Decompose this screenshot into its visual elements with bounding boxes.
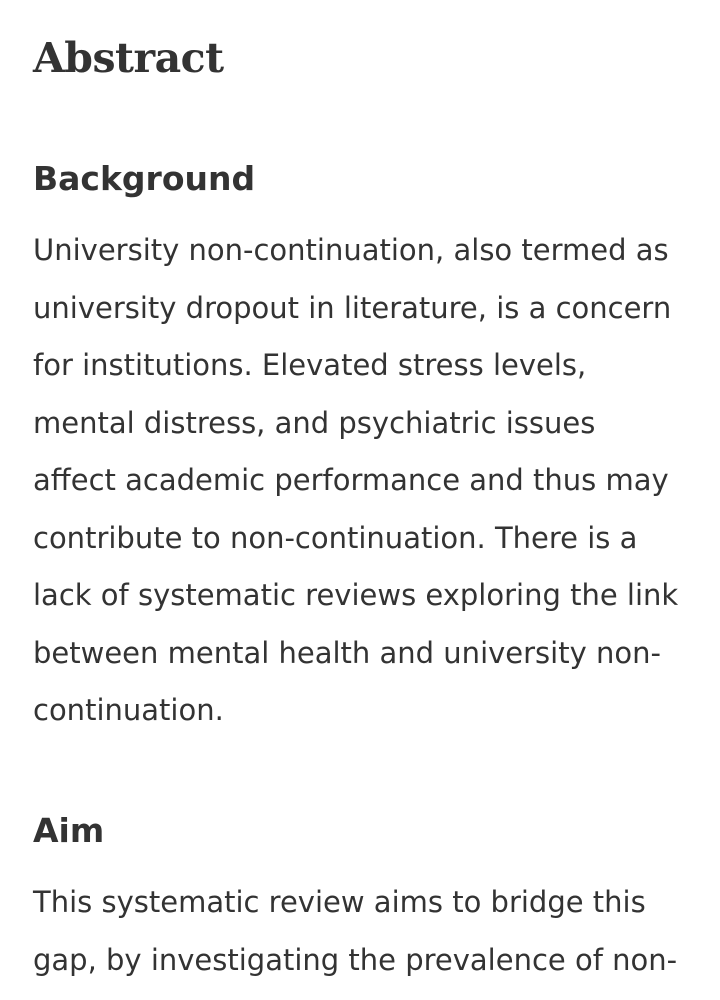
background-line: mental distress, and psychiatric issues: [33, 405, 596, 440]
background-line: affect academic performance and thus may: [33, 463, 669, 497]
background-text: [33, 222, 693, 740]
background-line: lack of systematic reviews exploring the link: [33, 578, 679, 612]
aim-line: This systematic review aims to bridge this: [33, 885, 646, 919]
background-line: continuation.: [33, 693, 224, 727]
abstract-title: Abstract: [33, 34, 224, 82]
background-line: contribute to non-continuation. There is a: [33, 520, 638, 555]
background-heading: Background: [33, 159, 256, 198]
background-line: university dropout in literature, is a concern: [33, 290, 672, 325]
background-line: between mental health and university non-: [33, 635, 661, 670]
background-line: University non-continuation, also termed as: [33, 233, 669, 267]
aim-heading: Aim: [33, 811, 105, 850]
aim-text: [33, 874, 693, 989]
aim-line: gap, by investigating the prevalence of non-: [33, 942, 678, 977]
background-line: for institutions. Elevated stress levels,: [33, 348, 587, 382]
